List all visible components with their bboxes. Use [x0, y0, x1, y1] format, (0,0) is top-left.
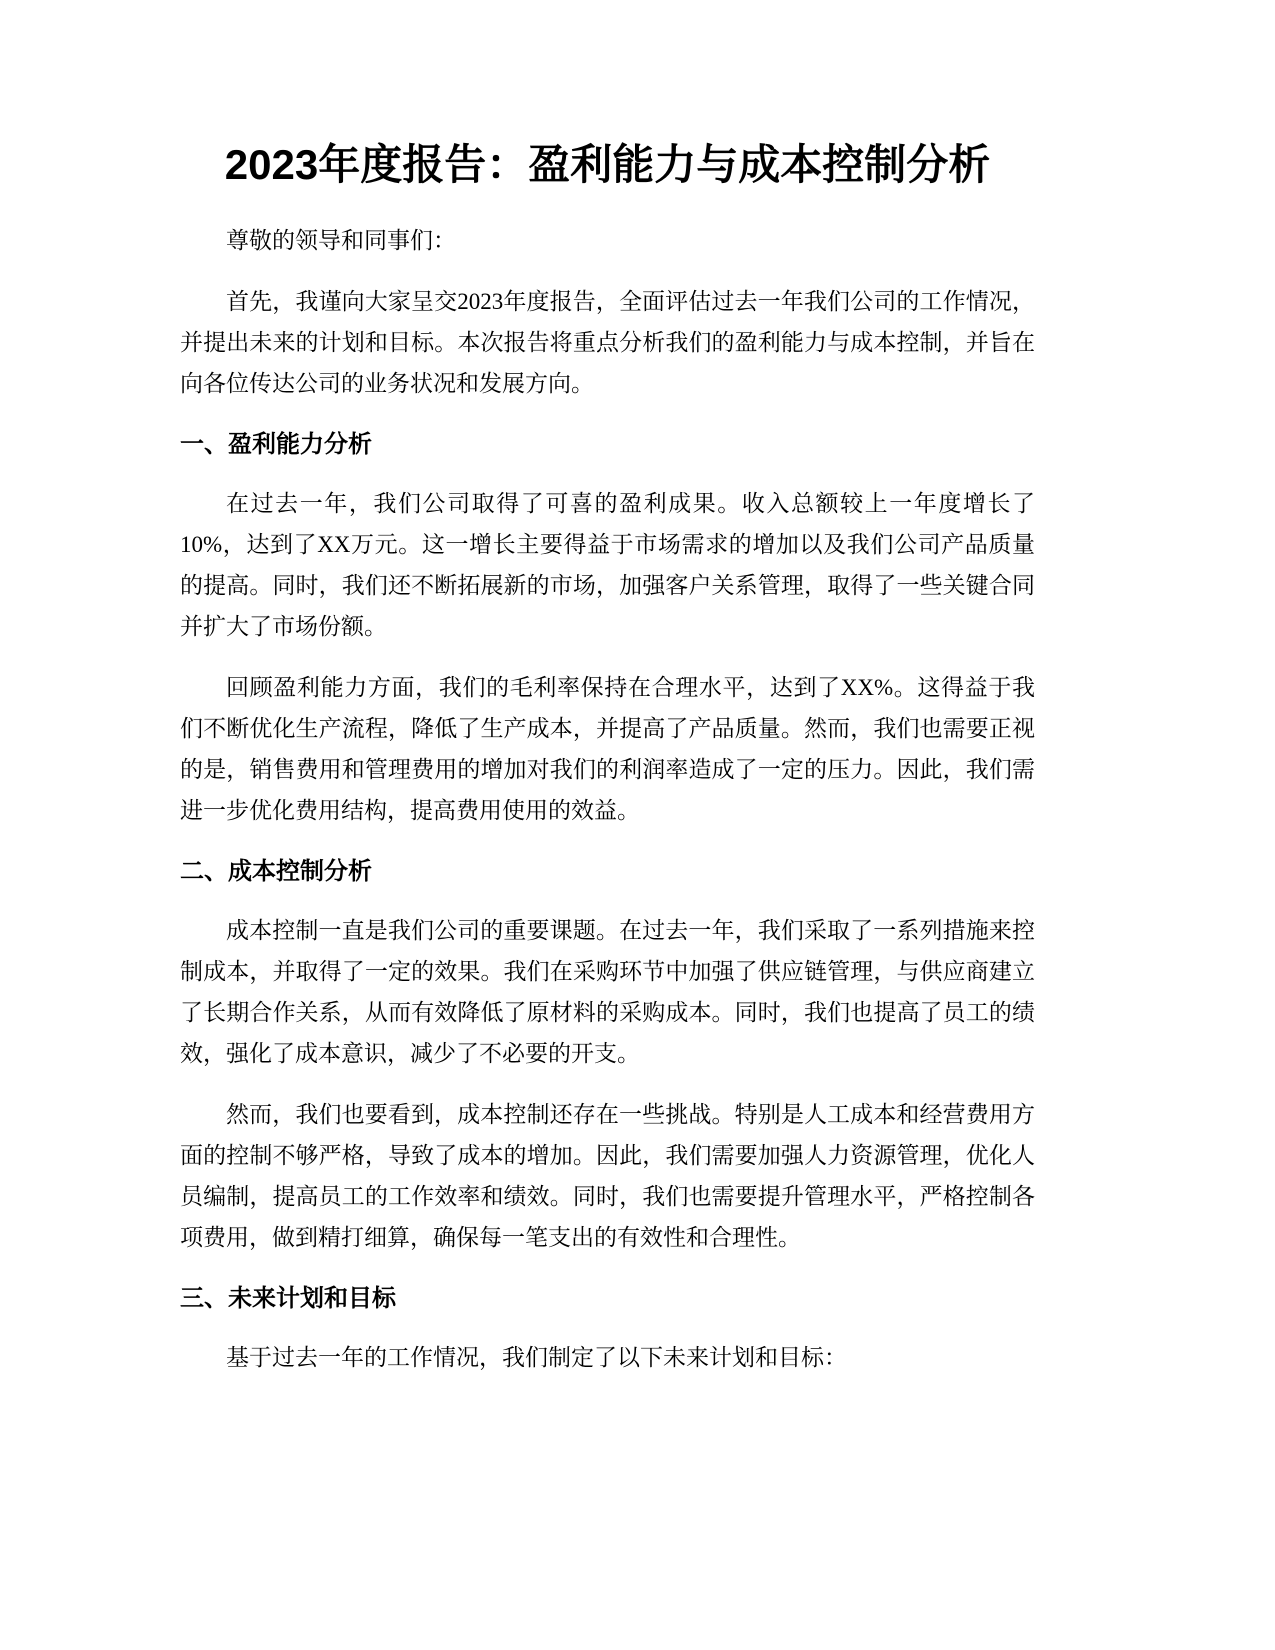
body-paragraph: 成本控制一直是我们公司的重要课题。在过去一年，我们采取了一系列措施来控制成本，并取得了一定的效果。我们在采购环节中加强了供应链管理，与供应商建立了长期合作关系，从而有效降低了原材料的采购成本。同时，我们也提高了员工的绩效，强化了成本意识，减少了不必要的开支。	[180, 918, 1035, 1067]
section-future-plans	[180, 1278, 1035, 1378]
body-paragraph: 回顾盈利能力方面，我们的毛利率保持在合理水平，达到了XX%。这得益于我们不断优化生产流程，降低了生产成本，并提高了产品质量。然而，我们也需要正视的是，销售费用和管理费用的增加对我们的利润率造成了一定的压力。因此，我们需进一步优化费用结构，提高费用使用的效益。	[180, 675, 1035, 824]
body-paragraph: 在过去一年，我们公司取得了可喜的盈利成果。收入总额较上一年度增长了10%，达到了XX万元。这一增长主要得益于市场需求的增加以及我们公司产品质量的提高。同时，我们还不断拓展新的市场，加强客户关系管理，取得了一些关键合同并扩大了市场份额。	[180, 491, 1035, 640]
section-heading: 二、成本控制分析	[180, 858, 372, 886]
body-paragraph: 基于过去一年的工作情况，我们制定了以下未来计划和目标：	[226, 1345, 847, 1371]
document-page	[180, 140, 1035, 1398]
section-cost-control	[180, 851, 1035, 1258]
body-paragraph: 然而，我们也要看到，成本控制还存在一些挑战。特别是人工成本和经营费用方面的控制不够严格，导致了成本的增加。因此，我们需要加强人力资源管理，优化人员编制，提高员工的工作效率和绩效。同时，我们也需要提升管理水平，严格控制各项费用，做到精打细算，确保每一笔支出的有效性和合理性。	[180, 1102, 1035, 1251]
intro-paragraph: 首先，我谨向大家呈交2023年度报告，全面评估过去一年我们公司的工作情况，并提出未来的计划和目标。本次报告将重点分析我们的盈利能力与成本控制，并旨在向各位传达公司的业务状况和发展方向。	[180, 289, 1035, 397]
salutation: 尊敬的领导和同事们：	[226, 228, 456, 254]
document-title: 2023年度报告：盈利能力与成本控制分析	[224, 141, 991, 188]
section-profitability	[180, 424, 1035, 831]
section-heading: 一、盈利能力分析	[180, 431, 372, 459]
section-heading: 三、未来计划和目标	[180, 1285, 396, 1313]
